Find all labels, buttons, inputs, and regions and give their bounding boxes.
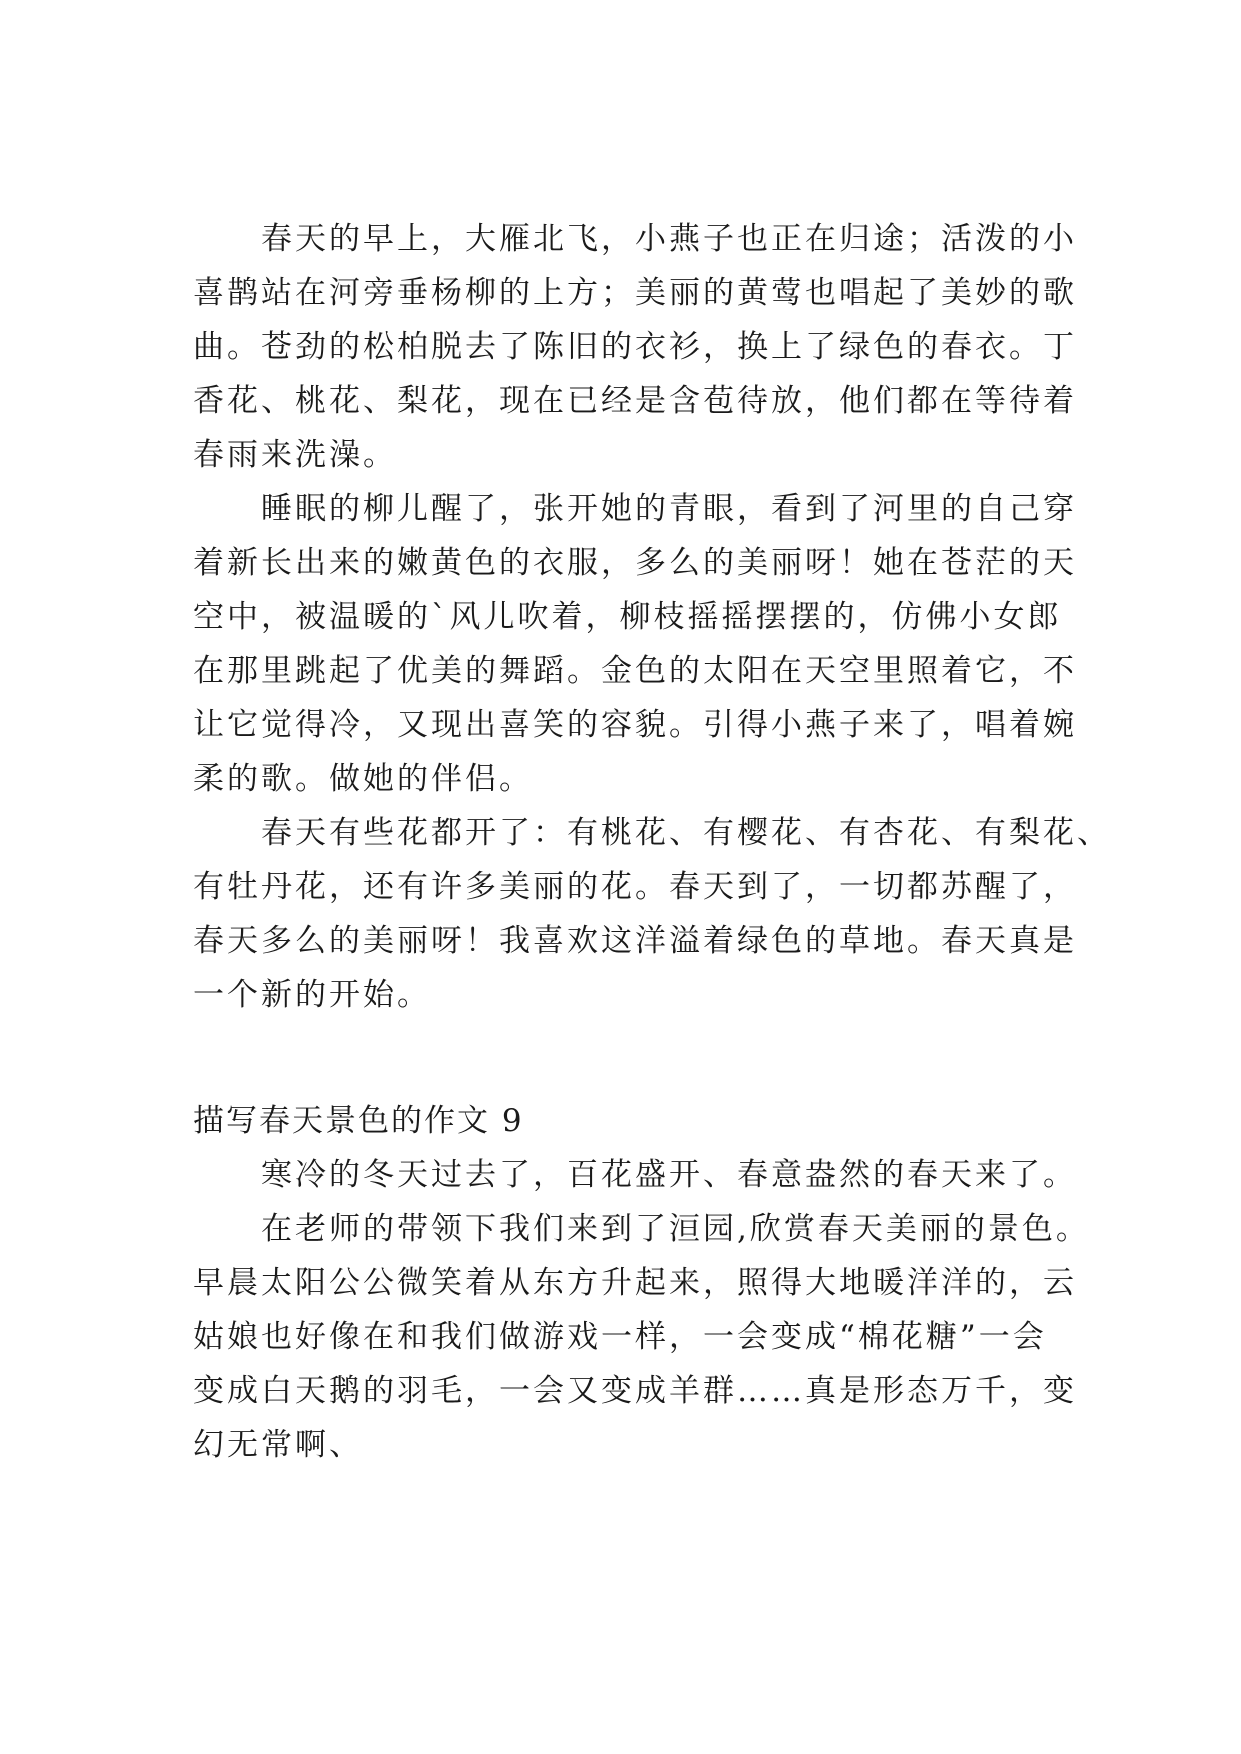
text-line: 空中，被温暖的`风儿吹着，柳枝摇摇摆摆的，仿佛小女郎 <box>193 599 1062 635</box>
text-line: 曲。苍劲的松柏脱去了陈旧的衣衫，换上了绿色的春衣。丁 <box>193 329 1077 365</box>
text-line: 早晨太阳公公微笑着从东方升起来，照得大地暖洋洋的，云 <box>193 1265 1077 1301</box>
paragraph <box>193 806 1111 1022</box>
text-line: 春雨来洗澡。 <box>193 437 397 473</box>
text-line: 幻无常啊、 <box>193 1427 363 1463</box>
text-line: 在老师的带领下我们来到了洹园,欣赏春天美丽的景色。 <box>261 1211 1090 1247</box>
text-line: 柔的歌。做她的伴侣。 <box>193 761 533 797</box>
text-line: 春天多么的美丽呀！我喜欢这洋溢着绿色的草地。春天真是 <box>193 923 1077 959</box>
text-line: 有牡丹花，还有许多美丽的花。春天到了，一切都苏醒了， <box>193 869 1077 905</box>
paragraph <box>193 482 1077 806</box>
text-line: 寒冷的冬天过去了，百花盛开、春意盎然的春天来了。 <box>261 1157 1077 1193</box>
paragraph <box>193 212 1077 482</box>
text-line: 春天有些花都开了：有桃花、有樱花、有杏花、有梨花、 <box>261 815 1111 851</box>
text-line: 春天的早上，大雁北飞，小燕子也正在归途；活泼的小 <box>261 221 1077 257</box>
paragraph <box>193 1202 1090 1472</box>
text-line: 姑娘也好像在和我们做游戏一样，一会变成“棉花糖”一会 <box>193 1319 1047 1355</box>
text-line: 变成白天鹅的羽毛，一会又变成羊群……真是形态万千，变 <box>193 1373 1077 1409</box>
text-line: 着新长出来的嫩黄色的衣服，多么的美丽呀！她在苍茫的天 <box>193 545 1077 581</box>
text-line: 在那里跳起了优美的舞蹈。金色的太阳在天空里照着它，不 <box>193 653 1077 689</box>
text-line: 香花、桃花、梨花，现在已经是含苞待放，他们都在等待着 <box>193 383 1077 419</box>
text-line: 一个新的开始。 <box>193 977 431 1013</box>
paragraph <box>193 1148 1077 1202</box>
section-heading: 描写春天景色的作文 9 <box>193 1103 524 1139</box>
text-line: 睡眠的柳儿醒了，张开她的青眼，看到了河里的自己穿 <box>261 491 1077 527</box>
section-spacer <box>193 1022 1053 1094</box>
text-line: 让它觉得冷，又现出喜笑的容貌。引得小燕子来了，唱着婉 <box>193 707 1077 743</box>
document-page <box>193 212 1111 1472</box>
text-line: 喜鹊站在河旁垂杨柳的上方；美丽的黄莺也唱起了美妙的歌 <box>193 275 1077 311</box>
